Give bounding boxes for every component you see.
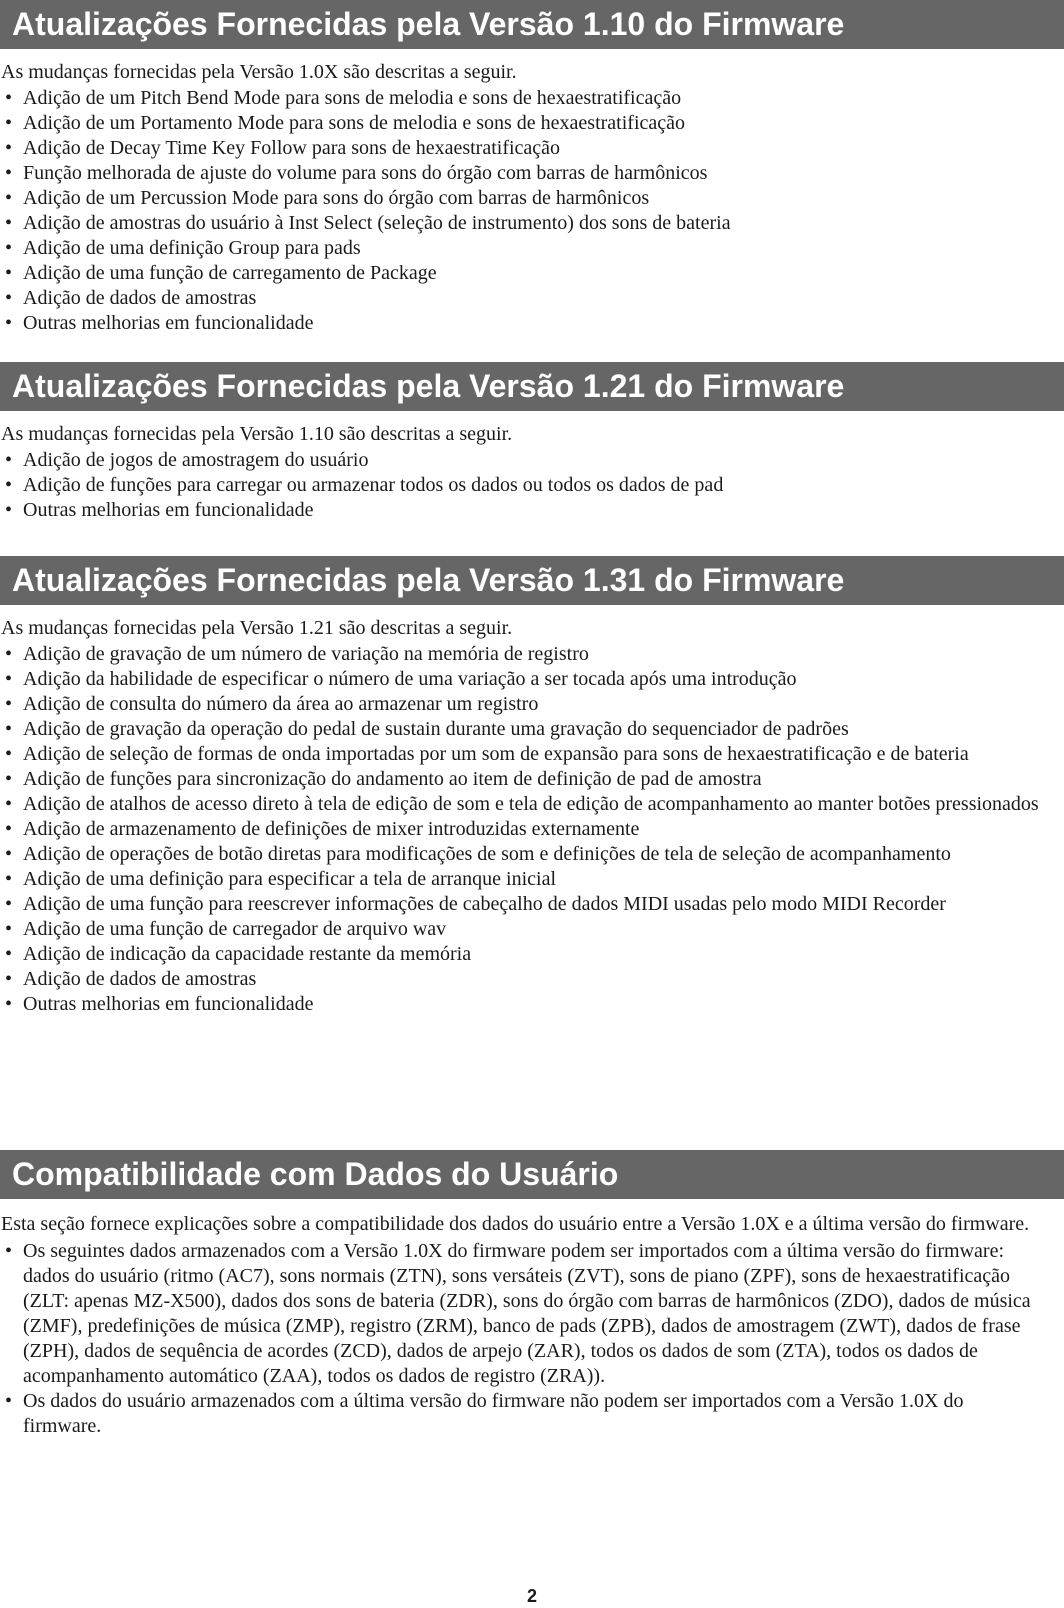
list-item: • Adição de gravação da operação do pedal de sustain durante uma gravação do sequenciador de padrões (0, 717, 1064, 742)
section-intro: As mudanças fornecidas pela Versão 1.0X são descritas a seguir. (1, 61, 517, 83)
list-item: • Adição de dados de amostras (0, 286, 1064, 311)
section-v110 (0, 0, 1064, 336)
section-title: Atualizações Fornecidas pela Versão 1.31 do Firmware (0, 556, 1064, 605)
list-item: • Função melhorada de ajuste do volume para sons do órgão com barras de harmônicos (0, 161, 1064, 186)
page-number: 2 (526, 1586, 537, 1606)
list-item: • Adição de amostras do usuário à Inst Select (seleção de instrumento) dos sons de bateria (0, 211, 1064, 236)
list-item: • Adição de seleção de formas de onda importadas por um som de expansão para sons de hexaestratificação e de bateria (0, 742, 1064, 767)
list-item: • Outras melhorias em funcionalidade (0, 992, 1064, 1017)
list-item: • Adição da habilidade de especificar o número de uma variação a ser tocada após uma introdução (0, 667, 1064, 692)
section-intro: Esta seção fornece explicações sobre a compatibilidade dos dados do usuário entre a Versão 1.0X e a última versão do firmware. (1, 1213, 1030, 1235)
bullet-list (0, 86, 1064, 336)
section-title: Atualizações Fornecidas pela Versão 1.21 do Firmware (0, 362, 1064, 411)
list-item: • Os seguintes dados armazenados com a Versão 1.0X do firmware podem ser importados com a última versão do firmware: dados do usuário (ritmo (AC7), sons normais (ZTN), sons versáteis (ZVT), sons de piano (ZPF), sons de hexaestratificação (ZLT: apenas MZ-X500), dados dos sons de bateria (ZDR), sons do órgão com barras de harmônicos (ZDO), dados de música (ZMF), predefinições de música (ZMP), registro (ZRM), banco de pads (ZPB), dados de amostragem (ZWT), dados de frase (ZPH), dados de sequência de acordes (ZCD), dados de arpejo (ZAR), todos os dados de som (ZTA), todos os dados de acompanhamento automático (ZAA), todos os dados de registro (ZRA)). (0, 1239, 1064, 1389)
section-v121 (0, 362, 1064, 523)
bullet-list (0, 642, 1064, 1017)
list-item: • Adição de uma definição para especificar a tela de arranque inicial (0, 867, 1064, 892)
bullet-list (0, 1239, 1064, 1439)
section-v131 (0, 556, 1064, 1017)
list-item: • Adição de um Percussion Mode para sons do órgão com barras de harmônicos (0, 186, 1064, 211)
list-item: • Adição de uma definição Group para pads (0, 236, 1064, 261)
list-item: • Adição de uma função de carregamento de Package (0, 261, 1064, 286)
list-item: • Adição de dados de amostras (0, 967, 1064, 992)
list-item: • Outras melhorias em funcionalidade (0, 498, 1064, 523)
list-item: • Adição de operações de botão diretas para modificações de som e definições de tela de seleção de acompanhamento (0, 842, 1064, 867)
section-title: Compatibilidade com Dados do Usuário (0, 1150, 1064, 1199)
list-item: • Adição de jogos de amostragem do usuário (0, 448, 1064, 473)
section-intro: As mudanças fornecidas pela Versão 1.10 são descritas a seguir. (1, 423, 513, 445)
list-item: • Adição de gravação de um número de variação na memória de registro (0, 642, 1064, 667)
list-item: • Adição de uma função de carregador de arquivo wav (0, 917, 1064, 942)
list-item: • Adição de um Pitch Bend Mode para sons de melodia e sons de hexaestratificação (0, 86, 1064, 111)
list-item: • Adição de armazenamento de definições de mixer introduzidas externamente (0, 817, 1064, 842)
list-item: • Adição de consulta do número da área ao armazenar um registro (0, 692, 1064, 717)
list-item: • Adição de Decay Time Key Follow para sons de hexaestratificação (0, 136, 1064, 161)
bullet-list (0, 448, 1064, 523)
list-item: • Adição de funções para carregar ou armazenar todos os dados ou todos os dados de pad (0, 473, 1064, 498)
list-item: • Adição de um Portamento Mode para sons de melodia e sons de hexaestratificação (0, 111, 1064, 136)
list-item: • Adição de uma função para reescrever informações de cabeçalho de dados MIDI usadas pelo modo MIDI Recorder (0, 892, 1064, 917)
list-item: • Os dados do usuário armazenados com a última versão do firmware não podem ser importados com a Versão 1.0X do firmware. (0, 1389, 1064, 1439)
section-title: Atualizações Fornecidas pela Versão 1.10 do Firmware (0, 0, 1064, 49)
list-item: • Outras melhorias em funcionalidade (0, 311, 1064, 336)
section-intro: As mudanças fornecidas pela Versão 1.21 são descritas a seguir. (1, 617, 513, 639)
list-item: • Adição de indicação da capacidade restante da memória (0, 942, 1064, 967)
list-item: • Adição de funções para sincronização do andamento ao item de definição de pad de amostra (0, 767, 1064, 792)
section-compatibility (0, 1150, 1064, 1439)
list-item: • Adição de atalhos de acesso direto à tela de edição de som e tela de edição de acompanhamento ao manter botões pressionados (0, 792, 1064, 817)
